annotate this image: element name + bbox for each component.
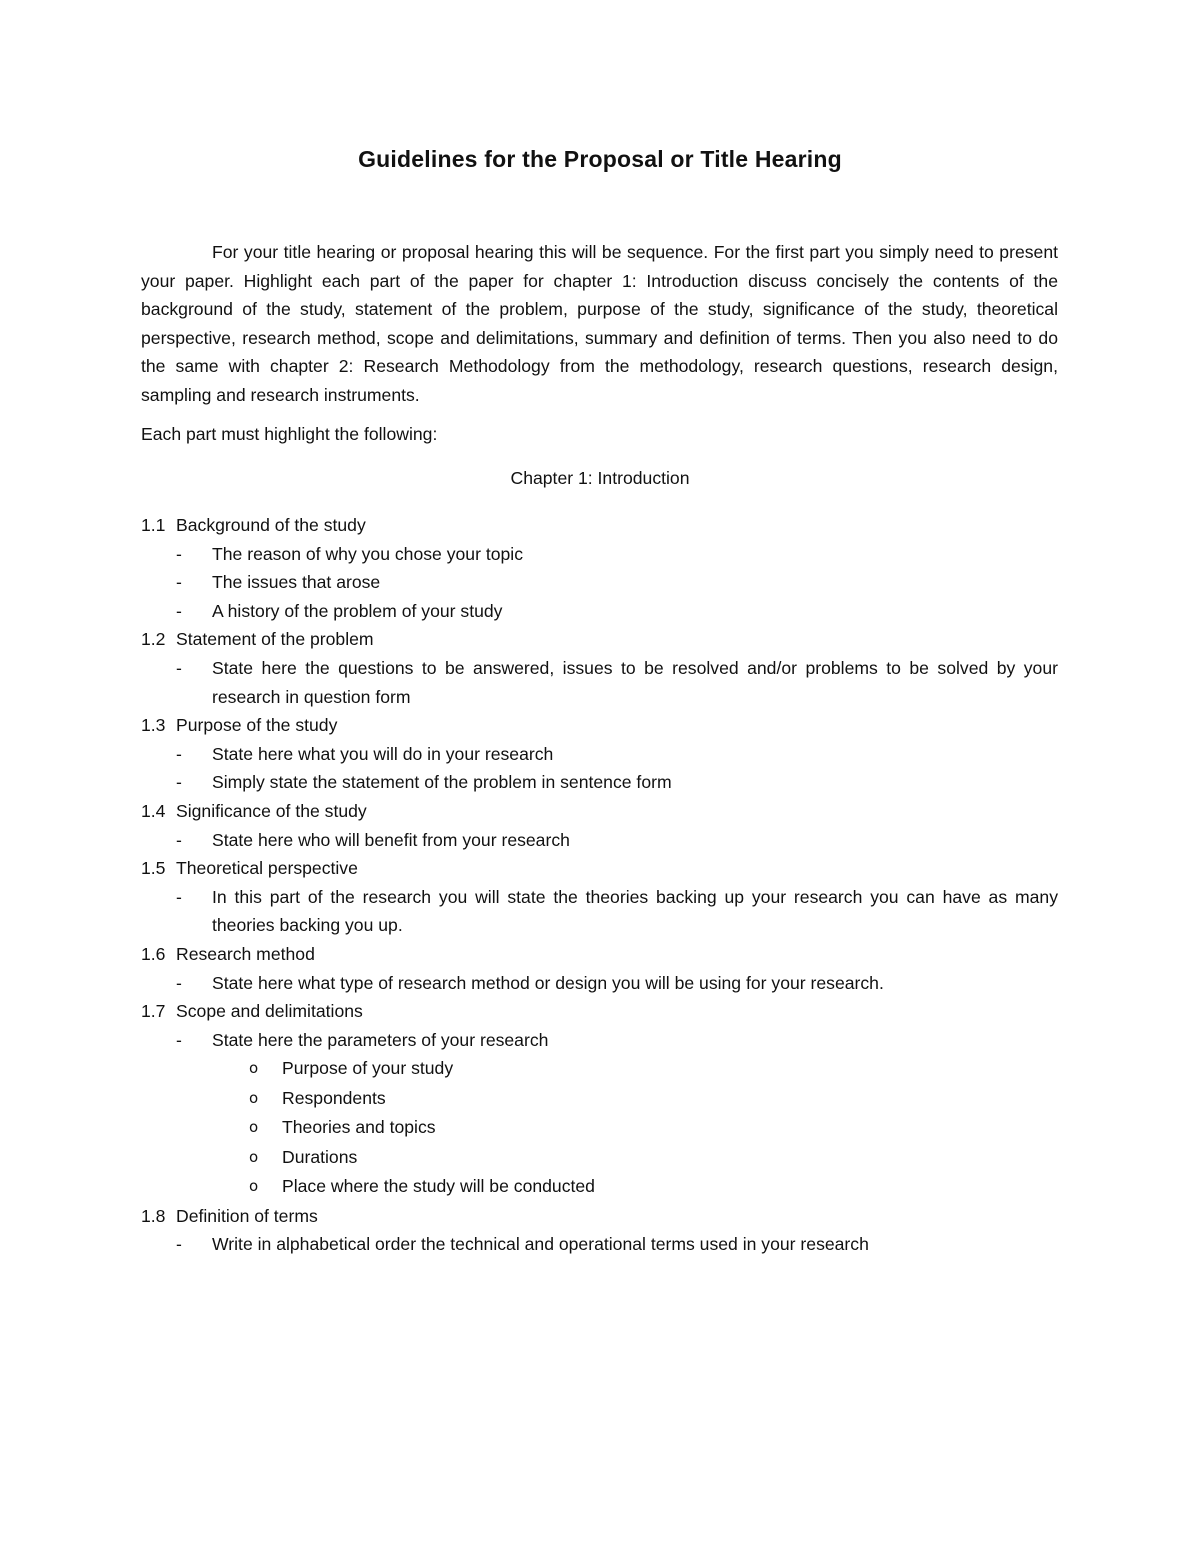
section-heading	[141, 711, 1058, 740]
dash-bullet: -	[176, 743, 182, 764]
list-item: - Simply state the statement of the problem in sentence form	[141, 768, 1058, 797]
dash-bullet: -	[176, 772, 182, 793]
section-number: 1.5	[141, 858, 166, 879]
list-item: - State here the questions to be answered, issues to be resolved and/or problems to be solved by your research in question form	[141, 654, 1058, 711]
sub-list-item: o Durations	[141, 1143, 1058, 1173]
list-item: - Write in alphabetical order the technical and operational terms used in your research	[141, 1230, 1058, 1259]
dash-bullet: -	[176, 600, 182, 621]
list-item: - State here what type of research method or design you will be using for your research.	[141, 969, 1058, 998]
dash-bullet: -	[176, 543, 182, 564]
section-number: 1.8	[141, 1205, 166, 1226]
dash-bullet: -	[176, 1234, 182, 1255]
list-item: - A history of the problem of your study	[141, 597, 1058, 626]
section-heading	[141, 997, 1058, 1026]
section-heading	[141, 1202, 1058, 1231]
chapter-outline	[141, 511, 1058, 1259]
section-number: 1.6	[141, 943, 166, 964]
section-heading	[141, 854, 1058, 883]
list-item: - In this part of the research you will state the theories backing up your research you can have as many theories backing you up.	[141, 883, 1058, 940]
sub-list-item: o Respondents	[141, 1084, 1058, 1114]
circle-bullet: o	[249, 1147, 259, 1166]
list-item: - State here what you will do in your research	[141, 740, 1058, 769]
section-heading	[141, 797, 1058, 826]
document-title: Guidelines for the Proposal or Title Hearing	[358, 146, 842, 172]
section-number: 1.1	[141, 515, 166, 535]
dash-bullet: -	[176, 657, 182, 678]
list-item: - State here who will benefit from your research	[141, 826, 1058, 855]
intro-paragraph: For your title hearing or proposal hearing this will be sequence. For the first part you simply need to present your paper. Highlight each part of the paper for chapter 1: Introduction discuss concisely the contents of the background of the study, statement of the problem, purpose of the study, significance of the study, theoretical perspective, research method, scope and delimitations, summary and definition of terms. Then you also need to do the same with chapter 2: Research Methodology from the methodology, research questions, research design, sampling and research instruments.	[141, 242, 1058, 405]
sub-list-item: o Theories and topics	[141, 1113, 1058, 1143]
circle-bullet: o	[249, 1059, 259, 1078]
dash-bullet: -	[176, 572, 182, 593]
list-item: - State here the parameters of your research	[141, 1026, 1058, 1055]
circle-bullet: o	[249, 1088, 259, 1107]
section-number: 1.3	[141, 715, 166, 736]
section-heading	[141, 940, 1058, 969]
section-number: 1.7	[141, 1001, 166, 1022]
section-number: 1.2	[141, 629, 166, 650]
dash-bullet: -	[176, 886, 182, 907]
section-number: 1.4	[141, 800, 166, 821]
chapter-heading: Chapter 1: Introduction	[510, 468, 690, 488]
sub-list-item: o Place where the study will be conducted	[141, 1172, 1058, 1202]
section-title: Statement of the problem	[176, 629, 374, 650]
section-title: Background of the study	[176, 515, 366, 535]
section-title: Purpose of the study	[176, 715, 338, 736]
list-item: - The issues that arose	[141, 568, 1058, 597]
circle-bullet: o	[249, 1177, 259, 1196]
circle-bullet: o	[249, 1118, 259, 1137]
section-title: Research method	[176, 943, 315, 964]
section-title: Definition of terms	[176, 1205, 318, 1226]
section-heading	[141, 511, 1058, 540]
lead-sentence: Each part must highlight the following:	[141, 424, 438, 444]
list-item: - The reason of why you chose your topic	[141, 540, 1058, 569]
section-title: Theoretical perspective	[176, 858, 358, 879]
section-title: Significance of the study	[176, 800, 367, 821]
dash-bullet: -	[176, 1029, 182, 1050]
sub-list-item: o Purpose of your study	[141, 1054, 1058, 1084]
section-title: Scope and delimitations	[176, 1001, 363, 1022]
dash-bullet: -	[176, 972, 182, 993]
section-heading	[141, 625, 1058, 654]
dash-bullet: -	[176, 829, 182, 850]
